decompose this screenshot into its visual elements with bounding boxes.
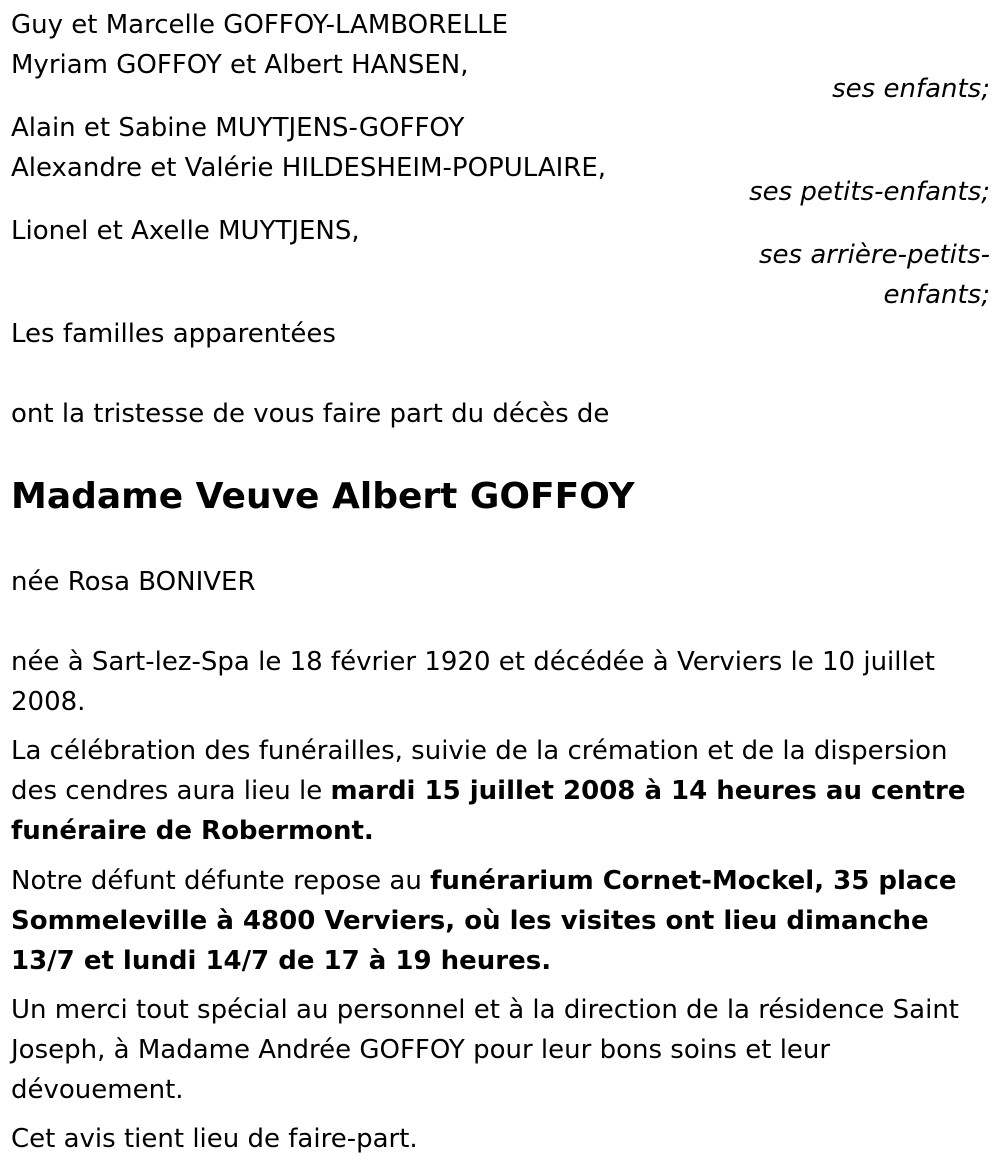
- children-line-2: Myriam GOFFOY et Albert HANSEN,: [11, 50, 469, 80]
- children-label: ses enfants;: [832, 74, 990, 104]
- visitation-text: Notre défunt défunte repose au: [11, 866, 431, 896]
- birth-death-paragraph: née à Sart-lez-Spa le 18 février 1920 et décédée à Verviers le 10 juillet 2008.: [11, 647, 935, 717]
- children-line-1: Guy et Marcelle GOFFOY-LAMBORELLE: [11, 10, 508, 40]
- grandchildren-line-1: Alain et Sabine MUYTJENS-GOFFOY: [11, 113, 465, 143]
- grandchildren-label: ses petits-enfants;: [749, 177, 990, 207]
- great-grandchildren-label-1: ses arrière-petits-: [759, 240, 990, 270]
- announcement-intro: ont la tristesse de vous faire part du décès de: [11, 399, 610, 429]
- visitation-paragraph: [11, 861, 991, 981]
- grandchildren-line-2: Alexandre et Valérie HILDESHEIM-POPULAIRE,: [11, 153, 607, 183]
- great-grandchildren-label-2: enfants;: [883, 280, 990, 310]
- thanks-paragraph: Un merci tout spécial au personnel et à la direction de la résidence Saint Joseph, à Madame Andrée GOFFOY pour leur bons soins et leur dévouement.: [11, 995, 959, 1105]
- closing-line: Cet avis tient lieu de faire-part.: [11, 1124, 418, 1154]
- ceremony-text: La célébration des funérailles, suivie de la crémation et de la dispersion des cendres aura lieu le: [11, 736, 948, 806]
- deceased-name: Madame Veuve Albert GOFFOY: [11, 476, 635, 517]
- born-name: née Rosa BONIVER: [11, 567, 256, 597]
- great-grandchildren-line-1: Lionel et Axelle MUYTJENS,: [11, 216, 360, 246]
- related-families: Les familles apparentées: [11, 319, 336, 349]
- visitation-details: funérarium Cornet-Mockel, 35 place Sommeleville à 4800 Verviers, où les visites ont lieu dimanche 13/7 et lundi 14/7 de 17 à 19 heures.: [11, 866, 957, 976]
- ceremony-paragraph: [11, 731, 991, 851]
- ceremony-details: mardi 15 juillet 2008 à 14 heures au centre funéraire de Robermont.: [11, 776, 966, 846]
